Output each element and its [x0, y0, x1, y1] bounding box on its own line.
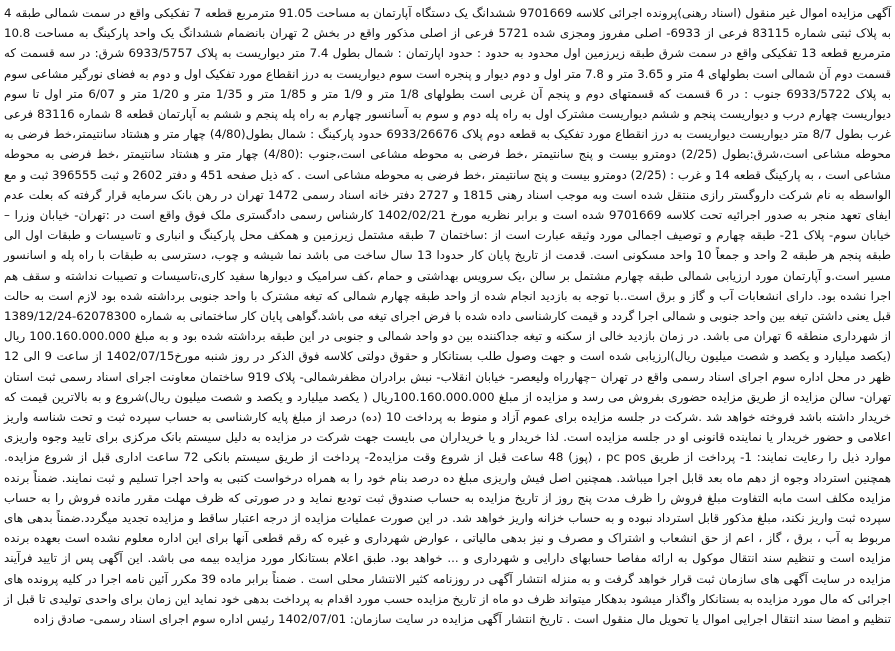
auction-notice-text: آگهی مزایده اموال غیر منقول (اسناد رهنی)پرونده اجرائی کلاسه 9701669 ششدانگ یک دستگاه آپارتمان به مساحت 91.05 مترمربع قطعه 7 تفکیکی واقع در سمت شمالی طبقه 4 به پلاک ثبتی شماره 83115 فرعی از 6933- اصلی مفروز ومجزی شده 5721 فرعی از اصلی مذکور واقع در بخش 2 تهران بانضمام ششدانگ یک واحد پارکینگ به مساحت 10.8 مترمربع قطعه 13 تفکیکی واقع در سمت شرق طبقه زیرزمین اول محدود به حدود : حدود اپارتمان : شمال بطول 7.4 متر دیواریست به پلاک 6933/5757 شرق: در سه قسمت که قسمت دوم آن شمالی است بطولهای 4 متر و 3.65 متر و 7.8 متر اول و دوم دیوار و پنجره است سوم دیواریست به درز انقطاع مورد تفکیک اول و دوم به فضای نورگیر مشاعی سوم به پلاک 6933/5722 جنوب : در 6 قسمت که قسمتهای دوم و پنجم آن غربی است بطولهای 1/8 متر و 1/9 متر و 1/85 متر و 1/35 متر و 1/20 متر و 6/07 متر اول تا سوم دیواریست چهارم درب و دیواریست پنجم و ششم دیواریست مشترک اول به راه پله دوم و سوم به آسانسور چهارم به راه پله پنجم و ششم به آپارتمان قطعه 8 شماره 83116 فرعی غرب بطول 8/7 متر دیواریست دیواریست به درز انقطاع مورد تفکیک به قطعه دوم پلاک 6933/26676 حدود پارکینگ : شمال بطول(4/80) چهار متر و هشتاد سانتیمتر،خط فرضی به محوطه مشاعی است،شرق:بطول (2/25) دومترو بیست و پنج سانتیمتر ،خط فرضی به محوطه مشاعی است،جنوب :(4/80) چهار متر و هشتاد سانتیمتر ،خط فرضی به محوطه مشاعی است ، به پارکینگ قطعه 14 و غرب : (2/25) دومترو بیست و پنج سانتیمتر ،خط فرضی به محوطه مشاعی است . که ذیل صفحه 451 و دفتر 2602 و ثبت 396555 ثبت و مع الواسطه به نام شرکت داروگستر رازی منتقل شده است وبه موجب اسناد رهنی 1815 و 2727 دفتر خانه اسناد رسمی 1472 تهران در رهن بانک سرمایه قرار گرفته که بعلت عدم ایفای تعهد منجر به صدور اجرائیه تحت کلاسه 9701669 شده است و برابر نظریه مورخ 1402/02/21 کارشناس رسمی دادگستری ملک فوق واقع است در :تهران- خیابان وزرا – خیابان سوم- پلاک 21- طبقه چهارم و توصیف اجمالی مورد وثیقه عبارت است از :ساختمان 7 طبقه مشتمل زیرزمین و همکف محل پارکینگ و انباری و تاسیسات و طبقات اول الی طبقه پنجم هر طبقه 2 واحد و جمعاً 10 واحد مسکونی است. قدمت از تاریخ پایان کار حدودا 13 سال ساخت می باشد نما شیشه و چوب، دسترسی به طبقات با راه پله و اسانسور مسیر است.و آپارتمان مورد ارزیابی شمالی طبقه چهارم مشتمل بر سالن ،یک سرویس بهداشتی و حمام ،کف سرامیک و دیوارها سفید کاری،تاسیسات و تصیبات نداشته و سقف هم اجرا نشده بود. دارای انشعابات آب و گاز و برق است..با توجه به بازدید انجام شده از واحد طبقه چهارم شمالی که تیغه مشترک با واحد جنوبی برداشته شده بود لازم است به حالت قبل یعنی داشتن تیغه بین واحد جنوبی و شمالی اجرا گردد و قیمت کارشناسی داده شده با فرض اجرای تیغه می باشد.گواهی پایان کار ساختمانی به شماره 62078300-1389/12/24 از شهرداری منطقه 6 تهران می باشد. در زمان بازدید خالی از سکنه و تیغه جداکننده بین دو واحد شمالی و جنوبی در این طبقه برداشته شده بود و به مبلغ 100.160.000.000 ریال (یکصد میلیارد و یکصد و شصت میلیون ریال)ارزیابی شده است و جهت وصول طلب بستانکار و حقوق دولتی کلاسه فوق الذکر در روز شنبه مورخ1402/07/15 از ساعت 9 الی 12 ظهر در محل اداره سوم اجرای اسناد رسمی واقع در تهران –چهارراه ولیعصر- خیابان انقلاب- نبش برادران مظفرشمالی- پلاک 919 ساختمان معاونت اجرای اسناد رسمی ثبت استان تهران- سالن مزایده از طریق مزایده حضوری بفروش می رسد و مزایده از مبلغ 100.160.000.000ریال ( یکصد میلیارد و یکصد و شصت میلیون ریال)شروع و به بالاترین قیمت که خریدار داشته باشد فروخته خواهد شد .شرکت در جلسه مزایده برای عموم آزاد و منوط به پرداخت 10 (ده) درصد از مبلغ پایه کارشناسی به حساب سپرده ثبت و تحت شناسه واریز اعلامی و حضور خریدار یا نماینده قانونی او در جلسه مزایده است. لذا خریدار و یا خریداران می بایست جهت شرکت در مزایده به دلیل سیستم بانک مرکزی برای تایید وجوه واریزی موارد ذیل را رعایت نمایند: 1- پرداخت از طریق pc pos ، (پوز) 48 ساعت قبل از شروع وقت مزایده2- پرداخت از طریق سیستم بانکی 72 ساعت اداری قبل از شروع مزایده. همچنین استرداد وجوه از دهم ماه بعد قابل اجرا میباشد. همچنین اصل فیش واریزی مبلغ ده درصد بنام خود را به همراه درخواست کتبی به واحد اجرا تسلیم و ثبت نمایند. ضمناً برنده مزایده مکلف است مابه التفاوت مبلغ فروش را ظرف مدت پنج روز از تاریخ مزایده به حساب صندوق ثبت تودیع نماید و در صورتی که ظرف مهلت مقرر مانده فروش را به حساب سپرده ثبت واریز نکند، مبلغ مذکور قابل استرداد نبوده و به حساب خزانه واریز خواهد شد. در این صورت عملیات مزایده از درجه اعتبار ساقط و مزایده تجدید میگردد.ضمناً بدهی های مربوط به آب ، برق ، گاز ، اعم از حق انشعاب و اشتراک و مصرف و نیز بدهی مالیاتی ، عوارض شهرداری و غیره که رقم قطعی آنها برای این اداره معلوم نشده است بعهده برنده مزایده است و تنظیم سند انتقال موکول به ارائه مفاصا حسابهای دارایی و شهرداری و ... خواهد بود. طبق اعلام بستانکار مورد مزایده بیمه می باشد. این آگهی پس از تایید فرآیند مزایده در سایت آگهی های سازمان ثبت قرار خواهد گرفت و به منزله انتشار آگهی در روزنامه کثیر الانتشار محلی است . ضمناً برابر ماده 39 مکرر آئین نامه اجرا در کلیه پرونده های اجرائی که مال مورد مزایده به بستانکار واگذار میشود بدهکار میتواند ظرف دو ماه از تاریخ مزایده حسب مورد اقدام به پرداخت بدهی خود نماید این زمان برای واحدی تولیدی تا قبل از تنظیم و امضا سند انتقال اجرایی اموال یا تحویل مال منقول است . تاریخ انتشار آگهی مزایده در سایت سازمان: 1402/07/01 رئیس اداره سوم اجرای اسناد رسمی- صادق زاده [3, 6, 892, 627]
